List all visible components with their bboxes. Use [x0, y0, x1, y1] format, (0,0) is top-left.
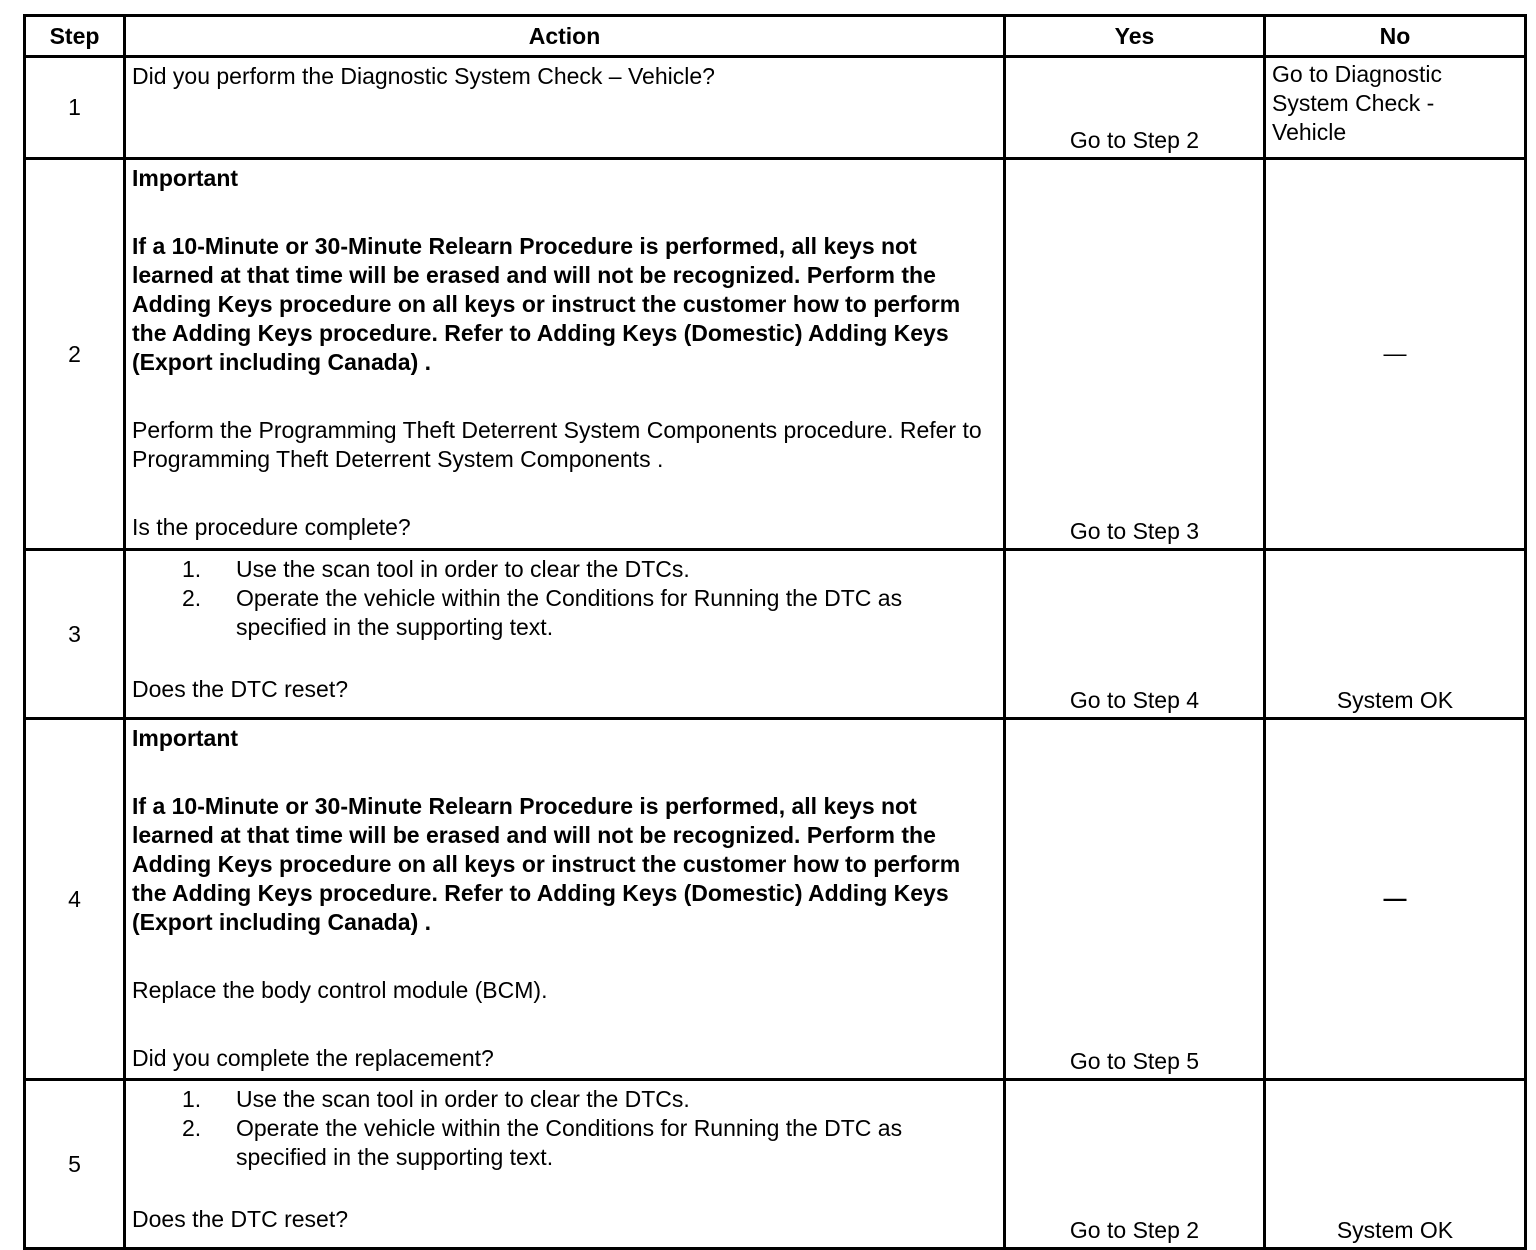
step-number: 1 — [25, 57, 125, 159]
question-text: Did you complete the replacement? — [132, 1045, 494, 1071]
list-number: 1. — [182, 1086, 202, 1112]
yes-cell: Go to Step 2 — [1005, 1080, 1265, 1249]
important-text: If a 10-Minute or 30-Minute Relearn Procedure is performed, all keys not learned at that time will be erased and will not be recognized. Perform the Adding Keys procedure on all keys or instruct the customer how to perform the Adding Keys procedure. Refer to Adding Keys (Domestic) Adding Keys (Export including Canada) . — [132, 793, 961, 935]
no-cell: System OK — [1265, 1080, 1526, 1249]
list-text: Use the scan tool in order to clear the DTCs. — [236, 556, 690, 582]
table-row — [25, 159, 1526, 550]
no-cell: System OK — [1265, 550, 1526, 719]
header-no: No — [1265, 16, 1526, 57]
spacer — [132, 642, 997, 675]
yes-cell: Go to Step 5 — [1005, 719, 1265, 1080]
step-number: 4 — [25, 719, 125, 1080]
list-number: 1. — [182, 556, 202, 582]
table-row — [25, 57, 1526, 159]
spacer — [132, 1172, 997, 1205]
action-cell — [125, 1080, 1005, 1249]
spacer — [132, 937, 997, 976]
action-cell — [125, 550, 1005, 719]
list-number: 2. — [182, 585, 202, 611]
header-action: Action — [125, 16, 1005, 57]
yes-cell: Go to Step 3 — [1005, 159, 1265, 550]
no-line: Vehicle — [1272, 119, 1347, 145]
instruction-text: Replace the body control module (BCM). — [132, 977, 548, 1003]
no-cell — [1265, 57, 1526, 159]
list-item — [132, 1114, 997, 1172]
question-text: Does the DTC reset? — [132, 1206, 349, 1232]
no-cell: — — [1265, 719, 1526, 1080]
yes-cell: Go to Step 2 — [1005, 57, 1265, 159]
action-question: Did you perform the Diagnostic System Check – Vehicle? — [132, 63, 715, 89]
table-row — [25, 1080, 1526, 1249]
no-line: Go to Diagnostic — [1272, 61, 1443, 87]
spacer — [132, 753, 997, 792]
list-item — [132, 584, 997, 642]
header-yes: Yes — [1005, 16, 1265, 57]
no-cell: — — [1265, 159, 1526, 550]
table-row — [25, 719, 1526, 1080]
step-number: 2 — [25, 159, 125, 550]
no-line: System Check - — [1272, 90, 1435, 116]
list-item — [132, 1085, 997, 1114]
step-number: 3 — [25, 550, 125, 719]
header-row — [25, 16, 1526, 57]
diagnostic-table — [23, 14, 1527, 1250]
important-label: Important — [132, 165, 239, 191]
spacer — [132, 474, 997, 513]
header-step: Step — [25, 16, 125, 57]
question-text: Is the procedure complete? — [132, 514, 411, 540]
action-cell — [125, 159, 1005, 550]
question-text: Does the DTC reset? — [132, 676, 349, 702]
spacer — [132, 377, 997, 416]
important-label: Important — [132, 725, 239, 751]
action-cell — [125, 719, 1005, 1080]
list-text: Operate the vehicle within the Conditions for Running the DTC as specified in the supporting text. — [236, 1115, 903, 1170]
step-number: 5 — [25, 1080, 125, 1249]
yes-cell: Go to Step 4 — [1005, 550, 1265, 719]
spacer — [132, 1005, 997, 1044]
list-number: 2. — [182, 1115, 202, 1141]
list-item — [132, 555, 997, 584]
important-text: If a 10-Minute or 30-Minute Relearn Procedure is performed, all keys not learned at that time will be erased and will not be recognized. Perform the Adding Keys procedure on all keys or instruct the customer how to perform the Adding Keys procedure. Refer to Adding Keys (Domestic) Adding Keys (Export including Canada) . — [132, 233, 961, 375]
table-row — [25, 550, 1526, 719]
action-cell — [125, 57, 1005, 159]
list-text: Operate the vehicle within the Conditions for Running the DTC as specified in the supporting text. — [236, 585, 903, 640]
list-text: Use the scan tool in order to clear the DTCs. — [236, 1086, 690, 1112]
instruction-text: Perform the Programming Theft Deterrent System Components procedure. Refer to Programming Theft Deterrent System Components . — [132, 417, 982, 472]
spacer — [132, 193, 997, 232]
